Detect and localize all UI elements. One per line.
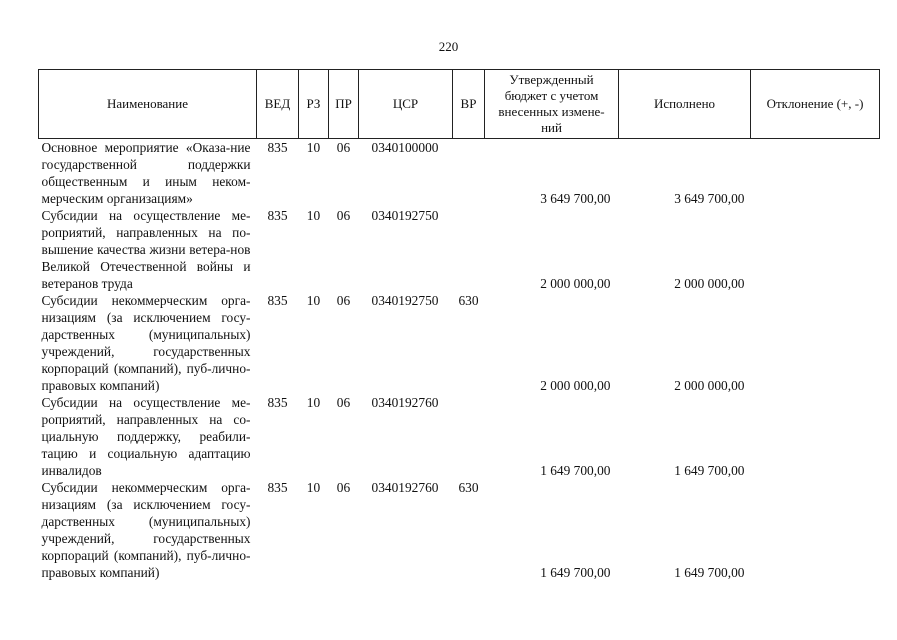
row-rz: 10 [306,395,321,410]
row-name: Субсидии некоммерческим орга-низациям (за исключением госу-дарственных (муниципальных) учреждений, государственных корпораций (компаний), пуб-лично-правовых компаний) [41,480,251,580]
row-approved: 1 649 700,00 [540,565,611,580]
header-name: Наименование [39,70,257,139]
row-pr: 06 [336,480,351,495]
header-executed: Исполнено [619,70,751,139]
row-csr: 0340192750 [371,293,439,308]
table-header [39,70,880,139]
header-csr: ЦСР [359,70,453,139]
row-rz: 10 [306,480,321,495]
row-executed: 3 649 700,00 [674,191,745,206]
table-row [39,292,880,394]
row-vr [453,394,485,479]
row-executed: 2 000 000,00 [674,276,745,291]
header-pr: ПР [329,70,359,139]
row-pr: 06 [336,208,351,223]
row-ved: 835 [267,140,288,155]
row-csr: 0340192750 [371,208,439,223]
row-deviation [751,207,880,292]
row-name: Субсидии на осуществление ме-роприятий, направленных на по-вышение качества жизни ветера-нов Великой Отечественной войны и ветеранов труда [41,208,251,291]
table-row [39,207,880,292]
row-executed: 1 649 700,00 [674,463,745,478]
row-deviation [751,479,880,581]
header-ved: ВЕД [257,70,299,139]
row-executed: 2 000 000,00 [674,378,745,393]
table-row [39,139,880,208]
table-row [39,394,880,479]
row-ved: 835 [267,208,288,223]
budget-execution-table [38,69,880,581]
row-deviation [751,292,880,394]
row-ved: 835 [267,395,288,410]
row-csr: 0340192760 [371,480,439,495]
row-vr [453,139,485,208]
row-deviation [751,139,880,208]
row-name: Субсидии на осуществление ме-роприятий, направленных на со-циальную поддержку, реабили-тацию и социальную адаптацию инвалидов [41,395,251,478]
row-name: Субсидии некоммерческим орга-низациям (за исключением госу-дарственных (муниципальных) учреждений, государственных корпораций (компаний), пуб-лично-правовых компаний) [41,293,251,393]
header-approved: Утвержденный бюджет с учетом внесенных измене-ний [485,70,619,139]
row-pr: 06 [336,293,351,308]
row-pr: 06 [336,140,351,155]
row-vr: 630 [458,480,479,495]
header-deviation: Отклонение (+, -) [751,70,880,139]
row-csr: 0340100000 [371,140,439,155]
row-ved: 835 [267,480,288,495]
row-deviation [751,394,880,479]
table-row [39,479,880,581]
table-body [39,139,880,582]
header-vr: ВР [453,70,485,139]
row-csr: 0340192760 [371,395,439,410]
row-rz: 10 [306,293,321,308]
row-vr [453,207,485,292]
row-executed: 1 649 700,00 [674,565,745,580]
row-approved: 1 649 700,00 [540,463,611,478]
row-vr: 630 [458,293,479,308]
row-rz: 10 [306,208,321,223]
row-name: Основное мероприятие «Оказа-ние государственной поддержки общественным и иным неком-мерческим организациям» [41,140,251,206]
row-approved: 2 000 000,00 [540,378,611,393]
row-ved: 835 [267,293,288,308]
row-approved: 3 649 700,00 [540,191,611,206]
header-rz: РЗ [299,70,329,139]
page-number: 220 [438,39,459,54]
row-pr: 06 [336,395,351,410]
row-approved: 2 000 000,00 [540,276,611,291]
row-rz: 10 [306,140,321,155]
